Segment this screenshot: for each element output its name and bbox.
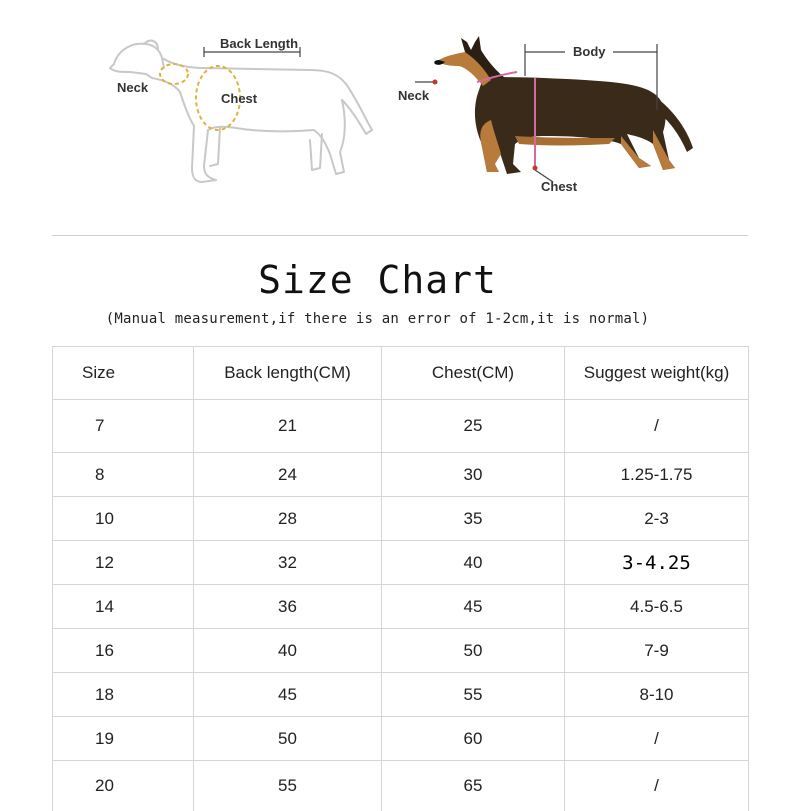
cell-weight: 3-4.25 xyxy=(565,541,749,585)
body-label: Body xyxy=(573,44,606,59)
cell-chest: 40 xyxy=(382,541,565,585)
cell-weight: 2-3 xyxy=(565,497,749,541)
table-row xyxy=(53,541,749,585)
cell-weight: 8-10 xyxy=(565,673,749,717)
cell-chest: 60 xyxy=(382,717,565,761)
neck-label-left: Neck xyxy=(117,80,149,95)
cell-back-length: 45 xyxy=(194,673,382,717)
cell-weight: 1.25-1.75 xyxy=(565,453,749,497)
cell-chest: 25 xyxy=(382,400,565,453)
header-size: Size xyxy=(53,347,194,400)
page-subtitle: (Manual measurement,if there is an error of 1-2cm,it is normal) xyxy=(0,311,755,327)
chest-label-left: Chest xyxy=(221,91,258,106)
measurement-illustrations xyxy=(0,0,800,230)
cell-chest: 55 xyxy=(382,673,565,717)
page-title: Size Chart xyxy=(0,258,755,302)
cell-size: 20 xyxy=(53,761,194,811)
cell-size: 18 xyxy=(53,673,194,717)
divider-line xyxy=(52,235,748,236)
cell-back-length: 40 xyxy=(194,629,382,673)
cell-size: 7 xyxy=(53,400,194,453)
cell-size: 16 xyxy=(53,629,194,673)
cell-back-length: 50 xyxy=(194,717,382,761)
header-chest: Chest(CM) xyxy=(382,347,565,400)
cell-chest: 45 xyxy=(382,585,565,629)
table-row xyxy=(53,717,749,761)
table-row xyxy=(53,629,749,673)
cell-back-length: 24 xyxy=(194,453,382,497)
back-length-label: Back Length xyxy=(220,36,298,51)
cell-back-length: 32 xyxy=(194,541,382,585)
cell-back-length: 36 xyxy=(194,585,382,629)
cell-weight: / xyxy=(565,717,749,761)
cell-back-length: 21 xyxy=(194,400,382,453)
table-row xyxy=(53,761,749,811)
chest-label-right: Chest xyxy=(541,179,578,194)
cell-chest: 50 xyxy=(382,629,565,673)
table-row xyxy=(53,400,749,453)
table-row xyxy=(53,585,749,629)
cell-chest: 65 xyxy=(382,761,565,811)
table-row xyxy=(53,497,749,541)
cell-chest: 35 xyxy=(382,497,565,541)
size-table xyxy=(52,346,749,811)
cell-chest: 30 xyxy=(382,453,565,497)
cell-size: 19 xyxy=(53,717,194,761)
cell-size: 10 xyxy=(53,497,194,541)
cell-size: 8 xyxy=(53,453,194,497)
cell-weight: 7-9 xyxy=(565,629,749,673)
neck-label-right: Neck xyxy=(398,88,430,103)
table-header-row xyxy=(53,347,749,400)
cell-weight: / xyxy=(565,761,749,811)
cell-size: 12 xyxy=(53,541,194,585)
cell-size: 14 xyxy=(53,585,194,629)
cell-weight: / xyxy=(565,400,749,453)
header-back-length: Back length(CM) xyxy=(194,347,382,400)
dog-outline-diagram xyxy=(100,28,390,203)
cell-weight: 4.5-6.5 xyxy=(565,585,749,629)
table-row xyxy=(53,673,749,717)
table-row xyxy=(53,453,749,497)
cell-back-length: 28 xyxy=(194,497,382,541)
header-suggest-weight: Suggest weight(kg) xyxy=(565,347,749,400)
dog-photo-diagram xyxy=(395,20,705,200)
cell-back-length: 55 xyxy=(194,761,382,811)
